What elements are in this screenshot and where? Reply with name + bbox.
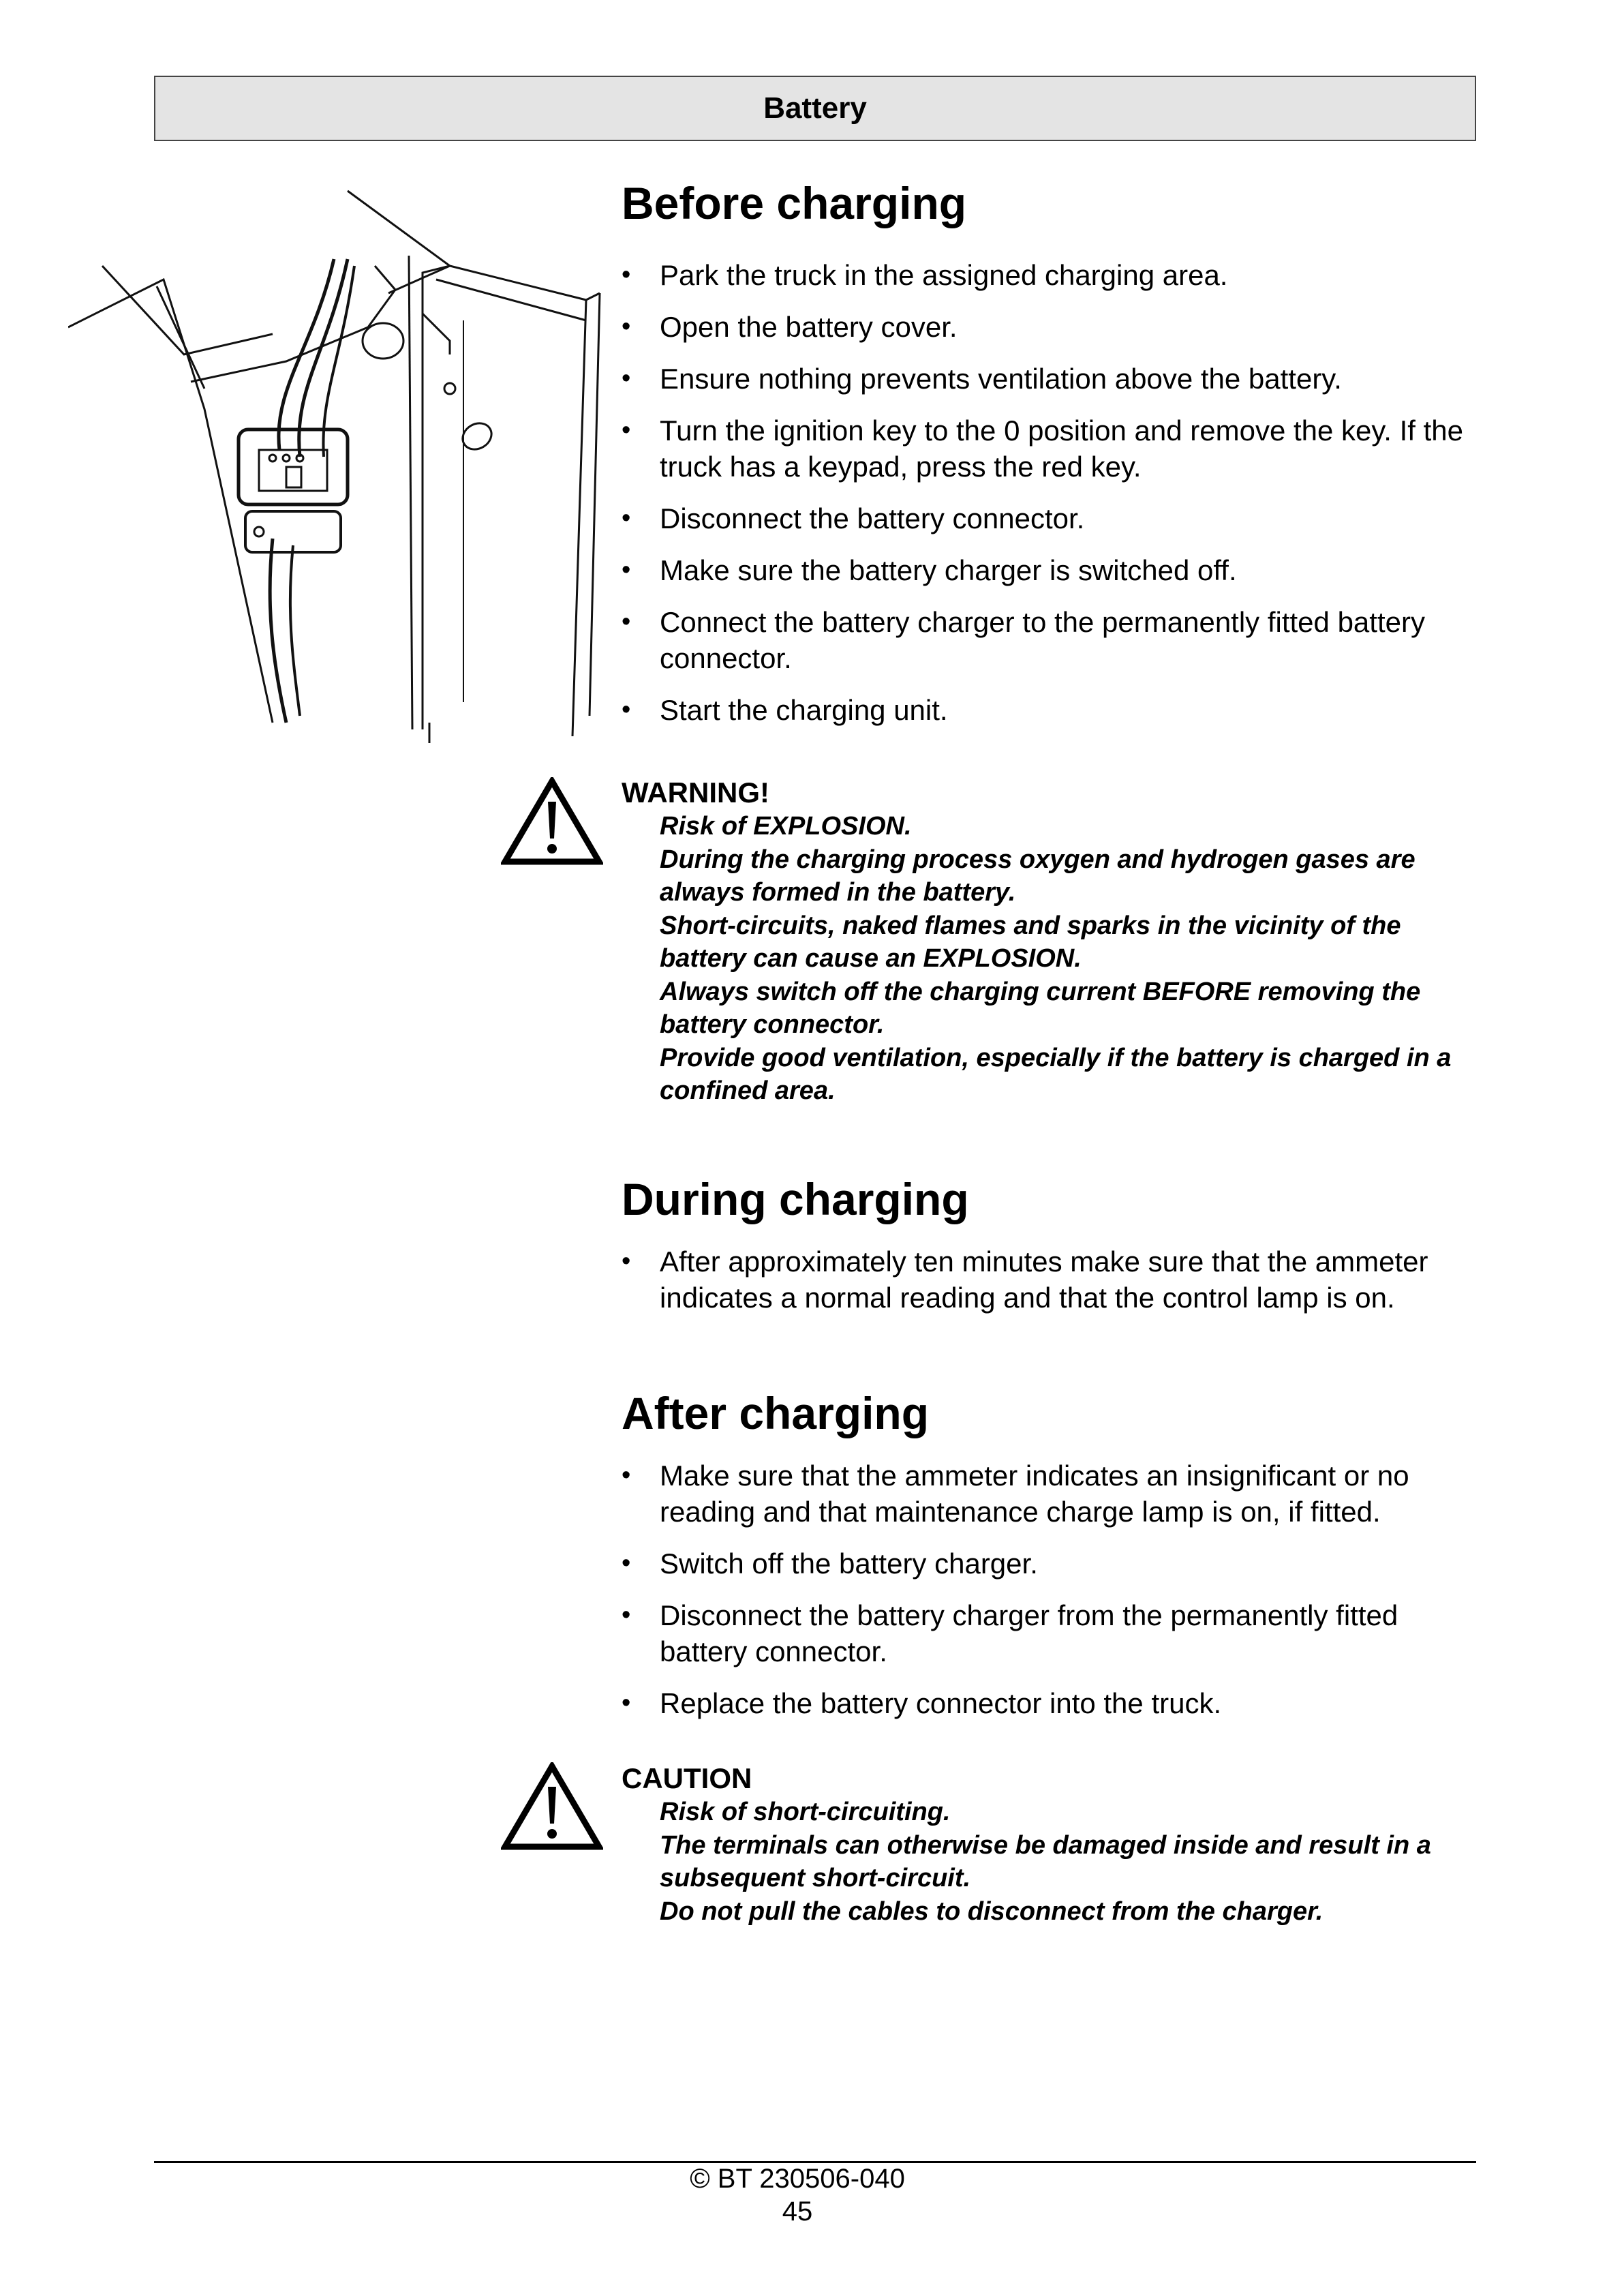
warning-notice: [622, 776, 1487, 1108]
list-item: • Connect the battery charger to the permanently fitted battery connector.: [622, 604, 1480, 676]
list-item: • Make sure that the ammeter indicates an insignificant or no reading and that maintenance charge lamp is on, if fitted.: [622, 1457, 1480, 1530]
page-number: 45: [782, 2196, 813, 2226]
caution-triangle-icon: [501, 1762, 603, 1851]
list-item: • Make sure the battery charger is switched off.: [622, 552, 1480, 588]
after-charging-section: [622, 1389, 1480, 1737]
section-header: [154, 76, 1476, 141]
list-item: • Ensure nothing prevents ventilation above the battery.: [622, 361, 1480, 397]
list-item: • Disconnect the battery charger from the permanently fitted battery connector.: [622, 1597, 1480, 1670]
warning-line: Provide good ventilation, especially if the battery is charged in a confined area.: [660, 1043, 1452, 1105]
list-item: • After approximately ten minutes make sure that the ammeter indicates a normal reading and that the control lamp is on.: [622, 1243, 1480, 1316]
list-item: • Open the battery cover.: [622, 309, 1480, 345]
during-charging-section: [622, 1175, 1480, 1331]
list-item: • Switch off the battery charger.: [622, 1545, 1480, 1582]
battery-connector-illustration: [68, 184, 613, 757]
after-charging-list: [622, 1457, 1480, 1721]
before-charging-list: [622, 257, 1480, 728]
during-charging-list: [622, 1243, 1480, 1316]
during-charging-heading: During charging: [622, 1174, 969, 1224]
warning-body: [660, 810, 1487, 1108]
after-charging-heading: After charging: [622, 1388, 930, 1438]
warning-triangle-icon: [501, 777, 603, 866]
caution-body: [660, 1796, 1487, 1928]
warning-line: Always switch off the charging current BEFORE removing the battery connector.: [660, 977, 1421, 1039]
list-item: • Start the charging unit.: [622, 692, 1480, 728]
list-item: • Replace the battery connector into the truck.: [622, 1685, 1480, 1721]
caution-line: The terminals can otherwise be damaged inside and result in a subsequent short-circuit.: [660, 1830, 1431, 1892]
before-charging-section: [622, 179, 1480, 744]
warning-line: During the charging process oxygen and hydrogen gases are always formed in the battery.: [660, 845, 1416, 907]
caution-line: Risk of short-circuiting.: [660, 1798, 951, 1826]
list-item: • Park the truck in the assigned charging area.: [622, 257, 1480, 293]
caution-title: CAUTION: [622, 1762, 752, 1794]
list-item: • Turn the ignition key to the 0 position and remove the key. If the truck has a keypad, press the red key.: [622, 412, 1480, 485]
caution-line: Do not pull the cables to disconnect from the charger.: [660, 1897, 1323, 1926]
list-item: • Disconnect the battery connector.: [622, 500, 1480, 537]
before-charging-heading: Before charging: [622, 178, 967, 228]
caution-notice: [622, 1762, 1487, 1928]
warning-line: Short-circuits, naked flames and sparks in the vicinity of the battery can cause an EXPLOSION.: [660, 911, 1401, 973]
section-title: Battery: [763, 91, 867, 125]
warning-line: Risk of EXPLOSION.: [660, 812, 912, 841]
footer-doc-id: © BT 230506-040: [690, 2164, 905, 2194]
warning-title: WARNING!: [622, 776, 769, 809]
